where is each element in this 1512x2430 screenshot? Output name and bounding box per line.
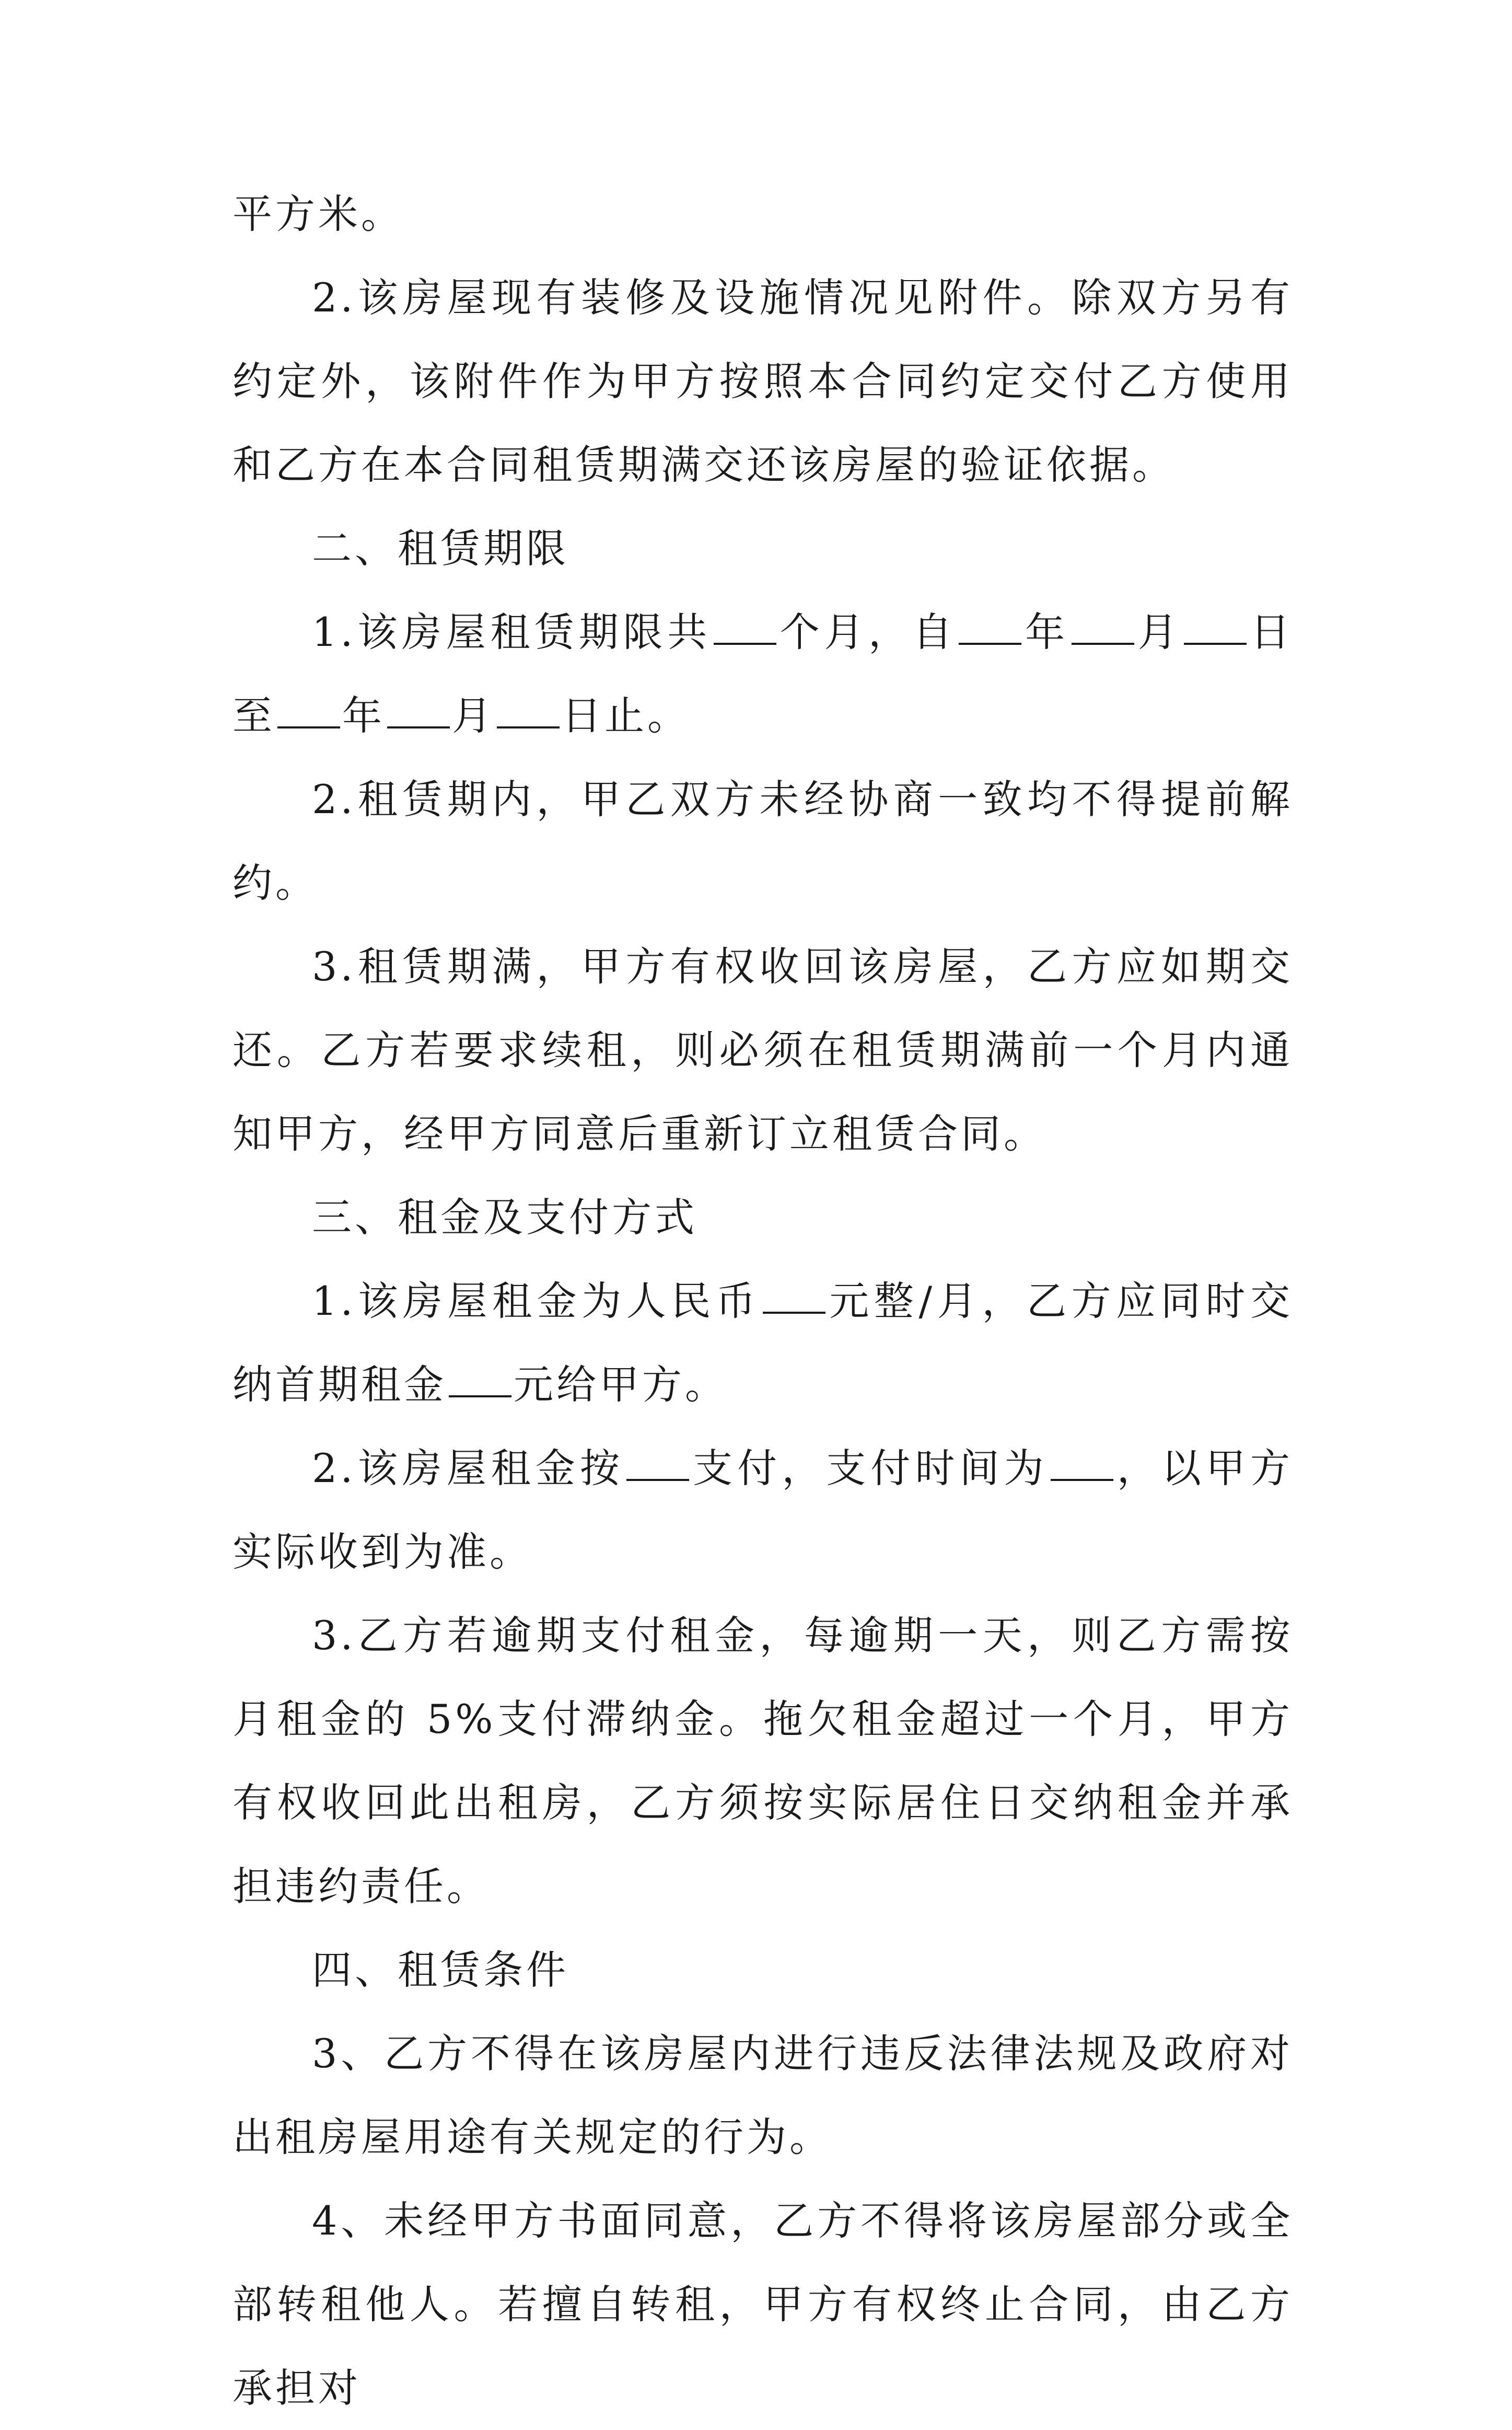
- paragraph-clause-2-3: [232, 925, 1293, 1176]
- text-segment: 月: [1136, 609, 1182, 655]
- paragraph-area-tail: [232, 172, 1293, 256]
- paragraph-clause-3-3: [232, 1594, 1293, 1928]
- paragraph-clause-1-2: [232, 256, 1293, 507]
- text-segment: 日至: [232, 609, 1294, 739]
- section-heading-rent-payment: [232, 1176, 1293, 1259]
- fill-blank: [449, 1395, 511, 1397]
- fill-blank: [763, 1312, 825, 1314]
- fill-blank: [1184, 643, 1247, 645]
- text-segment: 3.乙方若逾期支付租金，每逾期一天，则乙方需按月租金的 5%支付滞纳金。拖欠租金超过一个月，甲方有权收回此出租房，乙方须按实际居住日交纳租金并承担违约责任。: [232, 1612, 1293, 1910]
- text-segment: 2.该房屋现有装修及设施情况见附件。除双方另有约定外，该附件作为甲方按照本合同约定交付乙方使用和乙方在本合同租赁期满交还该房屋的验证依据。: [232, 274, 1293, 488]
- text-segment: 年: [1023, 609, 1069, 655]
- text-segment: 3.租赁期满，甲方有权收回该房屋，乙方应如期交还。乙方若要求续租，则必须在租赁期满前一个月内通知甲方，经甲方同意后重新订立租赁合同。: [232, 943, 1293, 1157]
- paragraph-clause-4-3: [232, 2012, 1293, 2179]
- fill-blank: [959, 643, 1021, 645]
- text-segment: 元给甲方。: [514, 1361, 728, 1408]
- text-segment: 2.租赁期内，甲乙双方未经协商一致均不得提前解约。: [232, 776, 1293, 906]
- text-segment: ，以甲方实际收到为准。: [232, 1445, 1293, 1575]
- fill-blank: [497, 726, 560, 728]
- text-segment: 支付，支付时间为: [691, 1445, 1049, 1491]
- fill-blank: [387, 726, 450, 728]
- text-segment: 3、乙方不得在该房屋内进行违反法律法规及政府对出租房屋用途有关规定的行为。: [232, 2030, 1293, 2160]
- paragraph-clause-4-4: [232, 2179, 1293, 2430]
- fill-blank: [714, 643, 776, 645]
- text-segment: 二、租赁期限: [312, 525, 569, 572]
- text-segment: 个月，自: [778, 609, 957, 655]
- text-segment: 月: [452, 692, 495, 739]
- text-segment: 4、未经甲方书面同意，乙方不得将该房屋部分或全部转租他人。若擅自转租，甲方有权终止合同，由乙方承担对: [232, 2197, 1293, 2411]
- text-segment: 1.该房屋租赁期限共: [312, 609, 712, 655]
- text-segment: 1.该房屋租金为人民币: [312, 1278, 761, 1324]
- contract-body: [232, 172, 1293, 2430]
- text-segment: 年: [342, 692, 385, 739]
- section-heading-lease-conditions: [232, 1928, 1293, 2012]
- paragraph-clause-3-1: [232, 1259, 1293, 1427]
- text-segment: 元整/月，乙方应同时交纳首期租金: [232, 1278, 1294, 1408]
- fill-blank: [626, 1479, 689, 1481]
- text-segment: 三、租金及支付方式: [312, 1194, 697, 1241]
- fill-blank: [1072, 643, 1134, 645]
- text-segment: 四、租赁条件: [312, 1947, 569, 1993]
- paragraph-clause-2-1: [232, 591, 1293, 758]
- fill-blank: [277, 726, 340, 728]
- text-segment: 平方米。: [232, 191, 404, 237]
- text-segment: 2.该房屋租金按: [312, 1445, 625, 1491]
- paragraph-clause-3-2: [232, 1427, 1293, 1594]
- section-heading-lease-term: [232, 507, 1293, 591]
- text-segment: 日止。: [562, 692, 690, 739]
- paragraph-clause-2-2: [232, 758, 1293, 925]
- fill-blank: [1051, 1479, 1113, 1481]
